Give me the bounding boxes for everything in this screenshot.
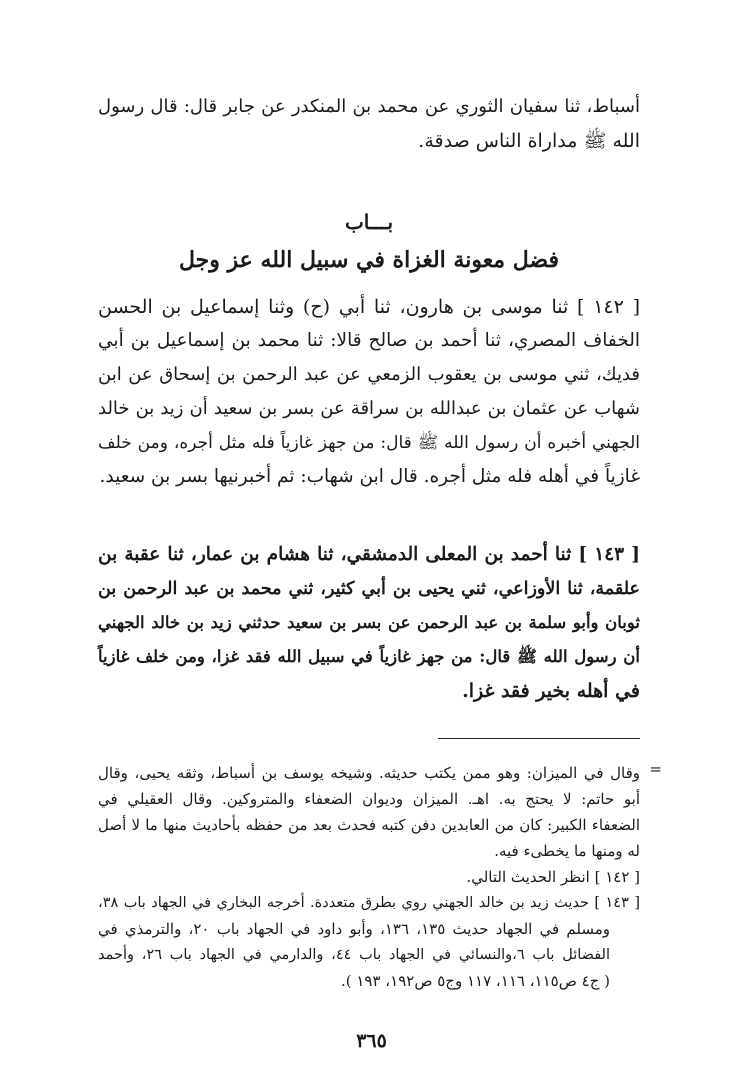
text-line: علقمة، ثنا الأوزاعي، ثني يحيى بن أبي كثير، ثني محمد بن عبد الرحمن بن [98,579,640,599]
hadith-142 [98,290,640,494]
text-line: في أهله بخير فقد غزا. [462,680,640,702]
footnote-143: [ ١٤٣ ] حديث زيد بن خالد الجهني روي بطرق متعددة. أخرجه البخاري في الجهاد باب ٣٨، [98,895,640,911]
footnote-142: [ ١٤٢ ] انظر الحديث التالي. [466,868,640,886]
page-number: ٣٦٥ [356,1030,387,1052]
text-line: [ ١٤٣ ] ثنا أحمد بن المعلى الدمشقي، ثنا هشام بن عمار، ثنا عقبة بن [98,544,640,565]
continued-hadith-text [98,90,640,158]
footnote-line: وقال في الميزان: وهو ممن يكتب حديثه. وشيخه يوسف بن أسباط، وثقه يحيى، وقال [98,764,640,782]
footnote-line: له ومنها ما يخطىء فيه. [494,842,640,860]
text-line: ثوبان وأبو سلمة بن عبد الرحمن عن بسر بن سعيد حدثني زيد بن خالد الجهني [98,613,640,632]
text-line: شهاب عن عثمان بن عبدالله بن سراقة عن بسر بن سعيد أن زيد بن خالد [98,398,641,419]
text-line: [ ١٤٢ ] ثنا موسى بن هارون، ثنا أبي (ح) وثنا إسماعيل بن الحسن [98,296,640,318]
footnote-line: ومسلم في الجهاد حديث ١٣٥، ١٣٦، وأبو داود في الجهاد باب ٢٠، والترمذي في [98,920,611,938]
chapter-title: فضل معونة الغزاة في سبيل الله عز وجل [178,247,560,273]
continuation-marker: = [649,760,662,778]
text-line: الجهني أخبره أن رسول الله ﷺ قال: من جهز غازياً فله مثل أجره، ومن خلف [98,433,640,453]
text-line: الله ﷺ مداراة الناس صدقة. [418,130,640,152]
footnote-line: أبو حاتم: لا يحتج به. اهـ. الميزان وديوان الضعفاء والمتروكين. وقال العقيلي في [98,790,640,808]
text-line: أن رسول الله ﷺ قال: من جهز غازياً في سبيل الله فقد غزا، ومن خلف غازياً [98,647,640,666]
text-line: الخفاف المصري، ثنا أحمد بن صالح قالا: ثنا محمد بن إسماعيل بن أبي [98,330,640,351]
text-line: فديك، ثني موسى بن يعقوب الزمعي عن عبد الرحمن بن إسحاق عن ابن [98,364,640,385]
footnotes [98,760,662,994]
chapter-label: بـــاب [344,210,394,234]
text-line: أسباط، ثنا سفيان الثوري عن محمد بن المنكدر عن جابر قال: قال رسول [98,96,640,117]
text-line: غازياً في أهله فله مثل أجره. قال ابن شهاب: ثم أخبرنيها بسر بن سعيد. [99,466,640,487]
footnote-line: الفضائل باب ٦،والنسائي في الجهاد باب ٤٤، والدارمي في الجهاد باب ٢٦، وأحمد [98,947,611,963]
chapter-heading [98,204,640,280]
footnote-line: الضعفاء الكبير: كان من العابدين دفن كتبه فحدث بعد من حفظه بأحاديث منها ما لا أصل [98,816,640,834]
hadith-143 [98,538,640,708]
footnote-separator [438,738,640,739]
footnote-line: ( ج٤ ص١١٥، ١١٦، ١١٧ وج٥ ص١٩٢، ١٩٣ ). [340,972,610,990]
